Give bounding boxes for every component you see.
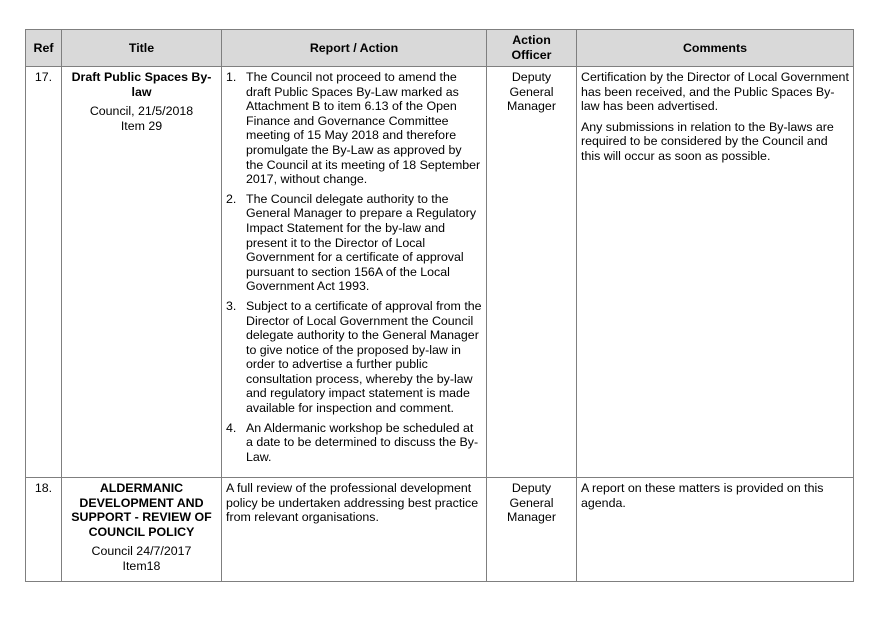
list-item-text: Subject to a certificate of approval from the Director of Local Government the Council delegate authority to the General Manager to give notice of the proposed by-law in order to advertise a further public consultation process, whereby the by-law and regulatory impact statement is made available for inspection and comment. bbox=[246, 298, 482, 416]
row-title-cell bbox=[62, 478, 222, 582]
list-item-number: 1. bbox=[226, 70, 237, 84]
row-item: Item18 bbox=[122, 558, 161, 573]
header-ref: Ref bbox=[26, 30, 62, 67]
row-ref: 17. bbox=[26, 67, 62, 478]
row-action-officer: Deputy General Manager bbox=[487, 478, 577, 582]
list-item bbox=[226, 299, 482, 416]
row-report-action: A full review of the professional development policy be undertaken addressing best practice from relevant organisations. bbox=[222, 478, 487, 582]
comment-paragraph: Certification by the Director of Local Government has been received, and the Public Spaces By-law has been advertised. bbox=[581, 70, 849, 114]
row-title-cell bbox=[62, 67, 222, 478]
row-title: ALDERMANIC DEVELOPMENT AND SUPPORT - REVIEW OF COUNCIL POLICY bbox=[71, 481, 212, 539]
row-item: Item 29 bbox=[120, 118, 163, 133]
row-action-officer: Deputy General Manager bbox=[487, 67, 577, 478]
list-item bbox=[226, 192, 482, 294]
row-title: Draft Public Spaces By-law bbox=[71, 70, 212, 99]
list-item-text: An Aldermanic workshop be scheduled at a date to be determined to discuss the By-Law. bbox=[246, 420, 479, 464]
header-comments: Comments bbox=[577, 30, 854, 67]
action-list bbox=[226, 70, 482, 464]
table-row bbox=[26, 478, 854, 582]
list-item-text: The Council not proceed to amend the draft Public Spaces By-Law marked as Attachment B to item 6.13 of the Open Finance and Governance Committee meeting of 15 May 2018 and therefore promulgate the By-Law as approved by the Council at its meeting of 18 September 2017, without change. bbox=[246, 70, 481, 187]
list-item-number: 2. bbox=[226, 191, 237, 206]
comment-paragraph: Any submissions in relation to the By-laws are required to be considered by the Council and this will occur as soon as possible. bbox=[581, 119, 834, 163]
row-meeting: Council 24/7/2017 bbox=[91, 544, 192, 559]
row-ref: 18. bbox=[26, 478, 62, 582]
list-item-text: The Council delegate authority to the General Manager to prepare a Regulatory Impact Statement for the by-law and present it to the Director of Local Government for a certificate of approval pursuant to section 156A of the Local Government Act 1993. bbox=[246, 191, 477, 294]
row-report-action bbox=[222, 67, 487, 478]
row-comments bbox=[577, 67, 854, 478]
list-item-number: 3. bbox=[226, 298, 237, 313]
table-row bbox=[26, 67, 854, 478]
list-item bbox=[226, 421, 482, 465]
row-meeting: Council, 21/5/2018 bbox=[89, 104, 194, 119]
list-item-number: 4. bbox=[226, 420, 237, 435]
comment-paragraph: A report on these matters is provided on this agenda. bbox=[581, 481, 824, 510]
action-items-table bbox=[25, 29, 854, 582]
header-action-officer: Action Officer bbox=[487, 30, 577, 67]
row-comments bbox=[577, 478, 854, 582]
list-item bbox=[226, 70, 482, 187]
header-report-action: Report / Action bbox=[222, 30, 487, 67]
header-title: Title bbox=[62, 30, 222, 67]
table-header-row bbox=[26, 30, 854, 67]
